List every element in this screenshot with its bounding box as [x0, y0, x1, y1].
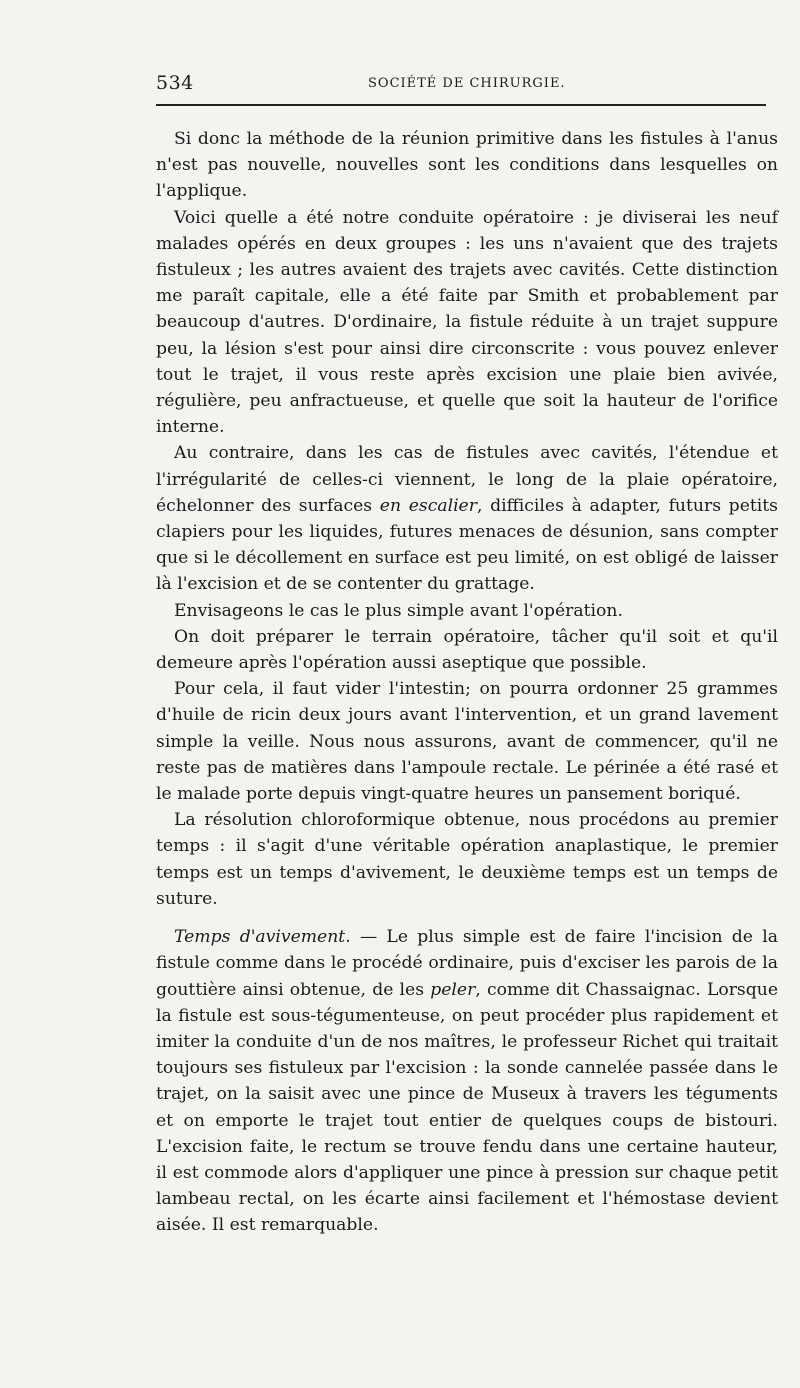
paragraph-text: On doit préparer le terrain opératoire, tâcher qu'il soit et qu'il demeure après l'opération aussi aseptique que possible.	[156, 626, 778, 674]
paragraph-text: Pour cela, il faut vider l'intestin; on pourra ordonner 25 grammes d'huile de ricin deux jours avant l'intervention, et un grand lavement simple la veille. Nous nous assurons, avant de commencer, qu'il ne reste pas de matières dans l'ampoule rectale. Le périnée a été rasé et le malade porte depuis vingt-quatre heures un pansement boriqué.	[156, 679, 778, 805]
book-page	[154, 70, 780, 1236]
paragraph-text: Au contraire, dans les cas de fistules avec cavités, l'étendue et l'irrégularité de celles-ci viennent, le long de la plaie opératoire, échelonner des surfaces	[156, 443, 778, 516]
paragraph-4	[156, 598, 778, 624]
paragraph-5	[156, 624, 778, 676]
paragraph-text: , difficiles à adapter, futurs petits clapiers pour les liquides, futures menaces de désunion, sans compter que si le décollement en surface est peu limité, on est obligé de laisser là l'excision et de se contenter du grattage.	[156, 495, 778, 595]
paragraph-text: Si donc la méthode de la réunion primitive dans les fistules à l'anus n'est pas nouvelle, nouvelles sont les conditions dans lesquelles on l'applique.	[156, 129, 778, 202]
italic-word: peler	[430, 979, 476, 1000]
page-number: 534	[156, 72, 194, 94]
page-header	[154, 70, 780, 100]
running-head: SOCIÉTÉ DE CHIRURGIE.	[368, 76, 566, 91]
paragraph-2	[156, 205, 778, 441]
paragraph-text: Voici quelle a été notre conduite opératoire : je diviserai les neuf malades opérés en deux groupes : les uns n'avaient que des trajets fistuleux ; les autres avaient des trajets avec cavités. Cette distinction me paraît capitale, elle a été faite par Smith et probablement par beaucoup d'autres. D'ordinaire, la fistule réduite à un trajet suppure peu, la lésion s'est pour ainsi dire circonscrite : vous pouvez enlever tout le trajet, il vous reste après excision une plaie bien avivée, régulière, peu anfractueuse, et quelle que soit la hauteur de l'orifice interne.	[156, 207, 778, 438]
paragraph-text: Envisageons le cas le plus simple avant l'opération.	[174, 600, 623, 621]
paragraph-6	[156, 676, 778, 807]
paragraph-7	[156, 807, 778, 912]
paragraph-1	[156, 126, 778, 205]
paragraph-text: , comme dit Chassaignac. Lorsque la fistule est sous-tégumenteuse, on peut procéder plus rapidement et imiter la conduite d'un de nos maîtres, le professeur Richet qui traitait toujours ses fistuleux par l'excision : la sonde cannelée passée dans le trajet, on la saisit avec une pince de Museux à travers les téguments et on emporte le trajet tout entier de quelques coups de bistouri. L'excision faite, le rectum se trouve fendu dans une certaine hauteur, il est commode alors d'appliquer une pince à pression sur chaque petit lambeau rectal, on les écarte ainsi facilement et l'hémostase devient aisée. Il est remarquable.	[156, 979, 778, 1236]
italic-phrase: en escalier	[379, 495, 477, 516]
paragraph-3	[156, 440, 778, 597]
body-text	[156, 126, 778, 1239]
section-heading-italic: Temps d'avivement.	[174, 927, 351, 948]
header-rule	[156, 104, 766, 106]
paragraph-8	[156, 924, 778, 1238]
paragraph-text: — Le plus simple est de faire l'incision de la fistule comme dans le procédé ordinaire, puis d'exciser les parois de la gouttière ainsi obtenue, de les	[156, 927, 778, 1000]
paragraph-text: La résolution chloroformique obtenue, nous procédons au premier temps : il s'agit d'une véritable opération anaplastique, le premier temps est un temps d'avivement, le deuxième temps est un temps de suture.	[156, 810, 778, 909]
